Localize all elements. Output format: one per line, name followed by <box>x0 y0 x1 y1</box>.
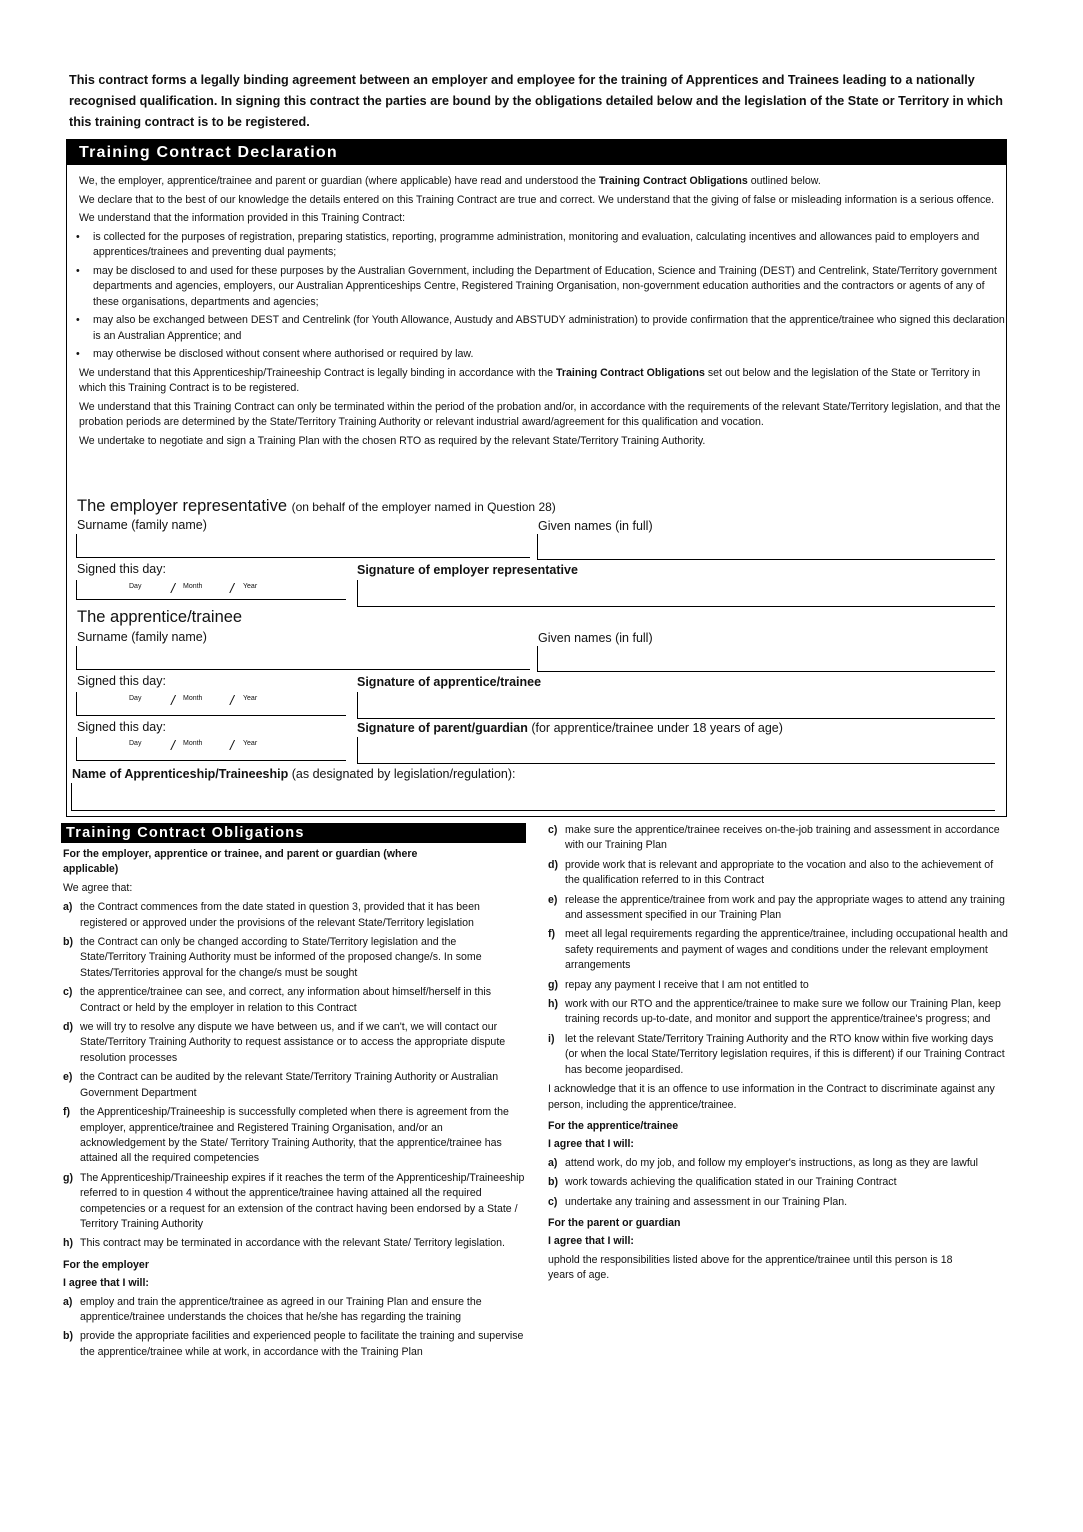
obligation-item-text: the apprentice/trainee can see, and correct, any information about himself/herself in this Contract or held by the employer in relation to this Contract <box>80 986 492 1014</box>
employer-date-field[interactable] <box>76 580 346 600</box>
parent-year-label: Year <box>243 740 258 747</box>
obligation-item-text: the Apprenticeship/Traineeship is successfully completed when there is agreement from the employer, apprentice/trainee and Registered Training Organisation, and/or an acknowledgement by the State/ Territory Training Authority, that the apprentice/trainee has attained all the required competencies <box>80 1106 509 1165</box>
parent-signed-label: Signed this day: <box>77 720 166 734</box>
obligation-item <box>63 1171 525 1233</box>
obligation-item <box>548 978 1008 993</box>
obligation-item-key: e) <box>63 1071 73 1084</box>
obligation-item <box>548 823 1008 854</box>
date-slash: / <box>171 692 175 708</box>
declaration-p4-bold: Training Contract Obligations <box>556 366 705 379</box>
parent-signature-label <box>357 721 783 735</box>
parent-month-label: Month <box>183 740 203 747</box>
date-slash: / <box>171 580 175 596</box>
employer-given-label: Given names (in full) <box>538 519 653 533</box>
declaration-bullet: • may also be exchanged between DEST and Centrelink (for Youth Allowance, Austudy and ABSTUDY administration) to provide confirmation that the apprentice/trainee who signed this declaration is an Australian Apprentice; and <box>79 313 1005 344</box>
obligation-item <box>548 1156 1008 1171</box>
obligation-item <box>548 1032 1008 1078</box>
employer-agree-label: I agree that I will: <box>63 1277 149 1290</box>
obligation-item-key: f) <box>548 928 556 941</box>
obligation-item <box>63 1329 525 1360</box>
obligation-item-text: meet all legal requirements regarding the apprentice/trainee, including occupational health and safety requirements and payment of wages and conditions under the relevant employment arrangements <box>565 928 1008 972</box>
apprentice-month-label: Month <box>183 695 203 702</box>
obligation-item-text: release the apprentice/trainee from work and pay the appropriate wages to attend any training and assessment specified in our Training Plan <box>565 893 1005 922</box>
apprenticeship-name-field[interactable] <box>71 783 995 811</box>
obligation-item <box>548 997 1008 1028</box>
employer-year-label: Year <box>243 583 258 590</box>
parent-day-label: Day <box>129 740 142 747</box>
employer-heading <box>77 497 556 516</box>
employer-obligations-list-continued <box>548 823 1008 1078</box>
obligation-item-key: h) <box>63 1237 73 1250</box>
obligation-item-text: work with our RTO and the apprentice/trainee to make sure we follow our Training Plan, keep training records up-to-date, and monitor and support the apprentice/trainee's progress; and <box>565 998 1001 1026</box>
obligation-item <box>548 858 1008 889</box>
acknowledge-text: I acknowledge that it is an offence to use information in the Contract to discriminate against any person, including the apprentice/trainee. <box>548 1083 995 1111</box>
declaration-p2: We declare that to the best of our knowledge the details entered on this Training Contract are true and correct. We understand that the giving of false or misleading information is a serious offence. <box>79 193 995 206</box>
employer-given-field[interactable] <box>537 534 995 560</box>
obligation-item <box>63 985 525 1016</box>
declaration-p1 <box>79 174 1005 190</box>
obligation-item-key: i) <box>548 1032 555 1045</box>
date-slash: / <box>230 580 234 596</box>
apprentice-year-label: Year <box>243 695 258 702</box>
intro-paragraph: This contract forms a legally binding agreement between an employer and employee for the training of Apprentices and Trainees leading to a nationally recognised qualification. In signing this contract the parties are bound by the obligations detailed below and the legislation of the State or Territory in which this training contract is to be registered. <box>69 73 1003 129</box>
obligations-title: Training Contract Obligations <box>61 823 526 843</box>
obligation-item-text: the Contract can only be changed according to State/Territory legislation and the State/Territory Training Authority must be informed of the proposed change/s. In some States/Territories approval for the change/s must be sought <box>80 936 482 979</box>
obligation-item <box>548 927 1008 973</box>
obligation-item <box>63 935 525 981</box>
declaration-text <box>79 174 1005 452</box>
employer-heading-note: (on behalf of the employer named in Question 28) <box>291 500 556 514</box>
declaration-bullet: • may otherwise be disclosed without consent where authorised or required by law. <box>79 347 1005 363</box>
apprentice-agree-label: I agree that I will: <box>548 1138 634 1151</box>
obligation-item-text: let the relevant State/Territory Training Authority and the RTO know within five working days (or when the local State/Territory legislation requires, if this is different) if our Training Contract has become jeopardised. <box>565 1032 1005 1076</box>
declaration-section <box>66 139 1007 817</box>
apprenticeship-name-note: (as designated by legislation/regulation): <box>291 767 516 781</box>
parent-obligations-heading: For the parent or guardian <box>548 1216 681 1229</box>
obligation-item <box>63 1105 525 1167</box>
obligation-item <box>63 900 525 931</box>
apprentice-surname-field[interactable] <box>76 646 530 670</box>
apprentice-obligations-list <box>548 1156 1008 1210</box>
declaration-p4 <box>79 366 1005 397</box>
employer-day-label: Day <box>129 583 142 590</box>
parent-agree-label: I agree that I will: <box>548 1235 634 1248</box>
obligation-item-key: d) <box>63 1021 73 1034</box>
obligation-item-key: a) <box>63 901 73 914</box>
all-parties-list <box>63 900 525 1252</box>
obligation-item <box>548 893 1008 924</box>
employer-obligations-list <box>63 1295 525 1361</box>
parent-signature-note: (for apprentice/trainee under 18 years of age) <box>531 721 783 735</box>
we-agree-label: We agree that: <box>63 881 133 894</box>
apprentice-signed-label: Signed this day: <box>77 674 166 688</box>
obligation-item-text: The Apprenticeship/Traineeship expires if it reaches the term of the Apprenticeship/Traineeship referred to in question 4 without the apprentice/trainee having attained all the required competencies or a request for an extension of the contract having been endorsed by a State / Territory Training Authority <box>80 1171 525 1230</box>
employer-surname-label: Surname (family name) <box>77 518 207 532</box>
obligation-item <box>63 1020 525 1066</box>
obligation-item-text: the Contract commences from the date stated in question 3, provided that it has been registered or approved under the provisions of the relevant State/Territory legislation <box>80 901 480 929</box>
declaration-p3: We understand that the information provided in this Training Contract: <box>79 212 406 224</box>
declaration-p6: We undertake to negotiate and sign a Training Plan with the chosen RTO as required by the relevant State/Territory Training Authority. <box>79 434 706 447</box>
declaration-p1-end: outlined below. <box>747 175 821 187</box>
parent-obligations-text: uphold the responsibilities listed above for the apprentice/trainee until this person is 18 years of age. <box>548 1253 953 1282</box>
declaration-p1-bold: Training Contract Obligations <box>598 175 748 187</box>
date-slash: / <box>230 692 234 708</box>
obligations-left-column <box>63 847 525 1364</box>
employer-month-label: Month <box>183 583 203 590</box>
obligation-item-key: a) <box>63 1295 73 1308</box>
obligation-item <box>63 1070 525 1101</box>
obligation-item-text: provide the appropriate facilities and experienced people to facilitate the training and supervise the apprentice/trainee while at work, in accordance with the Training Plan <box>80 1330 524 1358</box>
obligation-item-key: c) <box>548 824 558 836</box>
obligation-item-text: make sure the apprentice/trainee receives on-the-job training and assessment in accordance with our Training Plan <box>565 824 1000 852</box>
declaration-p4-end: set out below and the legislation of the State or Territory in which this Training Contract is to be registered. <box>79 366 981 394</box>
apprentice-given-label: Given names (in full) <box>538 631 653 645</box>
date-slash: / <box>230 737 234 753</box>
parent-date-field[interactable] <box>76 737 346 761</box>
apprenticeship-name-label <box>72 767 516 781</box>
obligation-item-text: repay any payment I receive that I am not entitled to <box>565 978 809 991</box>
apprentice-obligations-heading: For the apprentice/trainee <box>548 1119 679 1132</box>
declaration-title: Training Contract Declaration <box>67 140 1006 165</box>
apprentice-day-label: Day <box>129 695 142 702</box>
obligation-item-text: undertake any training and assessment in our Training Plan. <box>565 1195 848 1208</box>
obligation-item-key: h) <box>548 998 558 1011</box>
obligation-item-text: This contract may be terminated in accordance with the relevant State/ Territory legislation. <box>80 1237 505 1250</box>
obligation-item-key: a) <box>548 1156 558 1169</box>
obligation-item-text: we will try to resolve any dispute we have between us, and if we can't, we will contact our State/Territory Training Authority to request assistance or to access the appropriate dispute resolution processes <box>80 1021 506 1064</box>
obligation-item <box>548 1195 1008 1210</box>
all-parties-heading: For the employer, apprentice or trainee, and parent or guardian (where applicable) <box>63 848 418 876</box>
apprentice-surname-label: Surname (family name) <box>77 630 207 644</box>
obligation-item-key: c) <box>548 1195 558 1208</box>
date-slash: / <box>171 737 175 753</box>
declaration-p5: We understand that this Training Contract can only be terminated within the period of the probation and/or, in accordance with the requirements of the relevant State/Territory legislation, and that the probation periods are determined by the State/Territory Training Authority or relevant industrial award/agreement for this qualification and vocation. <box>79 400 1001 428</box>
apprenticeship-name-label-bold: Name of Apprenticeship/Traineeship <box>72 767 289 781</box>
apprentice-signature-label: Signature of apprentice/trainee <box>357 675 542 689</box>
obligation-item-key: g) <box>548 978 558 991</box>
declaration-bullet: • is collected for the purposes of registration, preparing statistics, reporting, programme administration, monitoring and evaluation, calculating incentives and allowances paid to employers and apprentices/trainees and preventing dual payments; <box>79 230 1005 261</box>
employer-signed-label: Signed this day: <box>77 562 166 576</box>
obligation-item-key: c) <box>63 986 73 999</box>
obligation-item <box>63 1295 525 1326</box>
obligation-item-key: d) <box>548 858 558 871</box>
obligation-item-key: f) <box>63 1106 71 1119</box>
apprentice-heading: The apprentice/trainee <box>77 608 243 626</box>
declaration-p4-text: We understand that this Apprenticeship/Traineeship Contract is legally binding in accordance with the <box>79 366 556 379</box>
obligations-right-column <box>548 823 1008 1288</box>
employer-surname-field[interactable] <box>76 534 530 558</box>
apprentice-date-field[interactable] <box>76 692 346 716</box>
obligation-item-text: attend work, do my job, and follow my employer's instructions, as long as they are lawful <box>565 1156 979 1169</box>
obligation-item-key: g) <box>63 1171 73 1184</box>
parent-signature-label-bold: Signature of parent/guardian <box>357 721 528 735</box>
obligation-item-key: b) <box>548 1176 558 1189</box>
obligation-item-key: b) <box>63 936 73 949</box>
employer-signature-field[interactable] <box>357 580 995 607</box>
apprentice-signature-field[interactable] <box>357 692 995 719</box>
parent-signature-field[interactable] <box>357 737 995 764</box>
obligation-item-text: provide work that is relevant and appropriate to the vocation and also to the achievement of the qualification referred to in this Contract <box>565 858 994 887</box>
apprentice-given-field[interactable] <box>537 646 995 672</box>
declaration-bullets <box>79 230 1005 363</box>
employer-signature-label: Signature of employer representative <box>357 563 578 577</box>
employer-heading-text: The employer representative <box>77 497 288 515</box>
obligation-item-key: b) <box>63 1330 73 1343</box>
obligation-item-text: employ and train the apprentice/trainee as agreed in our Training Plan and ensure the apprentice/trainee understands the choices that he/she has regarding the training <box>80 1295 482 1323</box>
declaration-p1-text: We, the employer, apprentice/trainee and parent or guardian (where applicable) have read and understood the <box>79 175 599 187</box>
obligation-item <box>548 1175 1008 1190</box>
obligation-item-text: the Contract can be audited by the relevant State/Territory Training Authority or Australian Government Department <box>80 1071 499 1099</box>
declaration-bullet: • may be disclosed to and used for these purposes by the Australian Government, including the Department of Education, Science and Training (DEST) and Centrelink, State/Territory government departments and agencies, employers, our Australian Apprenticeships Centre, Registered Training Organisation, non-government education authorities and the contractors or agents of any of these organisations, departments and agencies; <box>79 264 1005 311</box>
obligation-item-key: e) <box>548 893 558 906</box>
obligation-item-text: work towards achieving the qualification stated in our Training Contract <box>565 1176 897 1189</box>
obligation-item <box>63 1236 525 1251</box>
employer-obligations-heading: For the employer <box>63 1258 149 1271</box>
